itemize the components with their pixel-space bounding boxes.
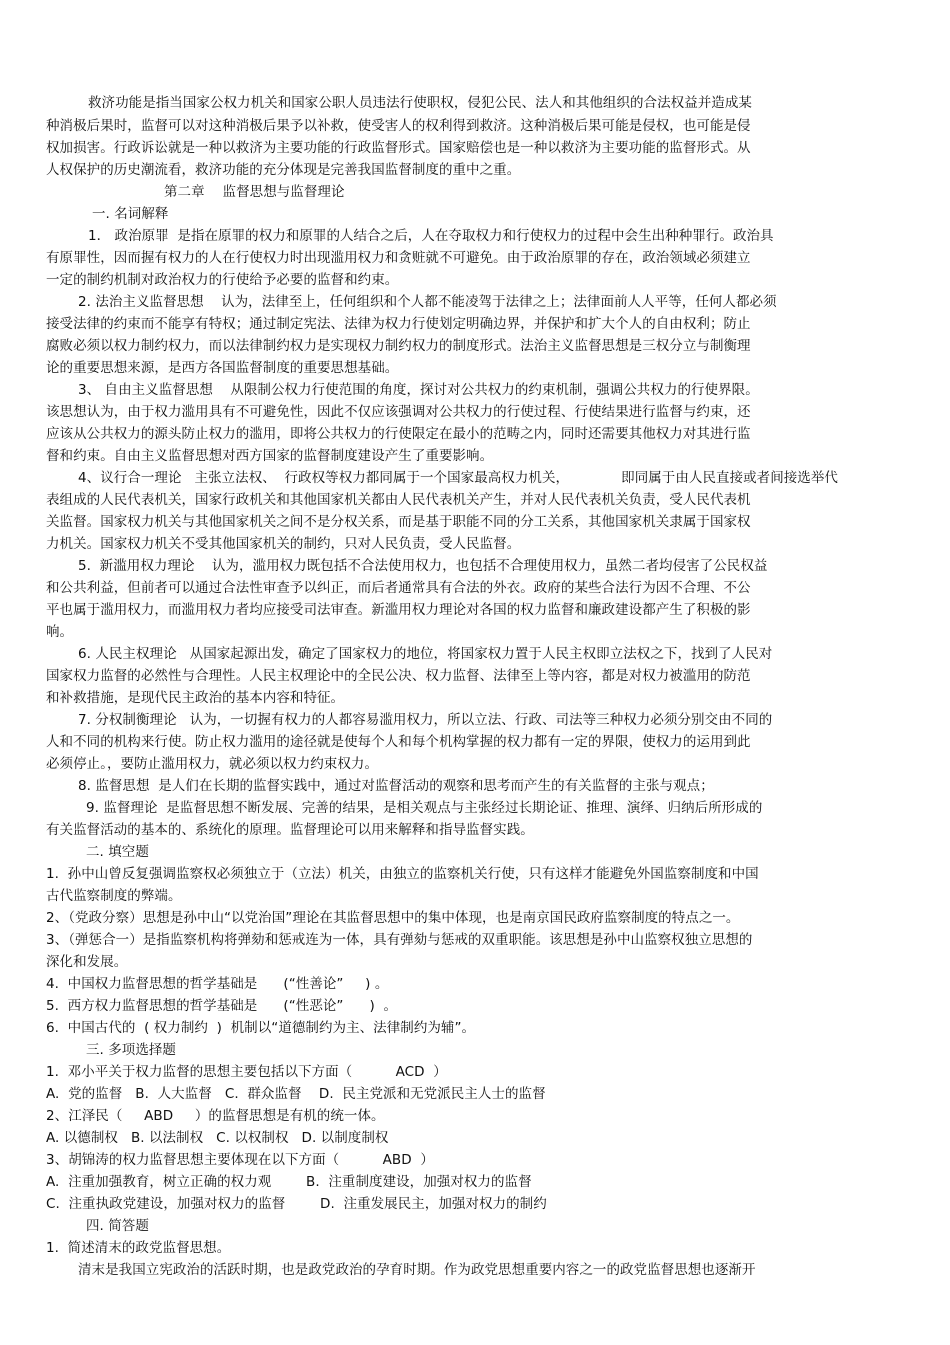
text-line: 论的重要思想来源，是西方各国监督制度的重要思想基础。 xyxy=(46,360,399,376)
text-line: 1. 简述清末的政党监督思想。 xyxy=(46,1240,231,1256)
text-line: 该思想认为，由于权力滥用具有不可避免性，因此不仅应该强调对公共权力的行使过程、行使结果进行监督与约束，还 xyxy=(46,404,751,420)
text-line: 二. 填空题 xyxy=(86,844,149,860)
text-line: 4. 中国权力监督思想的哲学基础是 (“性善论” ) 。 xyxy=(46,976,389,992)
text-line: 接受法律的约束而不能享有特权；通过制定宪法、法律为权力行使划定明确边界，并保护和扩大个人的自由权利；防止 xyxy=(46,316,751,332)
text-line: 一. 名词解释 xyxy=(92,206,169,222)
text-line: 8. 监督思想 是人们在长期的监督实践中，通过对监督活动的观察和思考而产生的有关监督的主张与观点； xyxy=(78,778,714,794)
text-line: 7. 分权制衡理论 认为，一切握有权力的人都容易滥用权力，所以立法、行政、司法等三种权力必须分别交由不同的 xyxy=(78,712,773,728)
text-line: 1. 邓小平关于权力监督的思想主要包括以下方面（ ACD ） xyxy=(46,1064,447,1080)
text-line: 3、（弹惩合一）是指监察机构将弹劾和惩戒连为一体，具有弹劾与惩戒的双重职能。该思想是孙中山监察权独立思想的 xyxy=(46,932,753,948)
text-line: 1． 政治原罪 是指在原罪的权力和原罪的人结合之后，人在夺取权力和行使权力的过程中会生出种种罪行。政治具 xyxy=(88,228,774,244)
text-line: 2、江泽民（ ABD ）的监督思想是有机的统一体。 xyxy=(46,1108,385,1124)
text-line: 4、议行合一理论 主张立法权、 行政权等权力都同属于一个国家最高权力机关， 即同属于由人民直接或者间接选举代 xyxy=(78,470,838,486)
text-line: 深化和发展。 xyxy=(46,954,128,970)
text-line: 2. 法治主义监督思想 认为，法律至上，任何组织和个人都不能凌驾于法律之上；法律面前人人平等，任何人都必须 xyxy=(78,294,777,310)
text-line: A. 以德制权 B. 以法制权 C. 以权制权 D. 以制度制权 xyxy=(46,1130,389,1146)
text-line: 5. 新滥用权力理论 认为，滥用权力既包括不合法使用权力，也包括不合理使用权力，虽然二者均侵害了公民权益 xyxy=(78,558,768,574)
text-line: 9. 监督理论 是监督思想不断发展、完善的结果，是相关观点与主张经过长期论证、推理、演绎、归纳后所形成的 xyxy=(86,800,763,816)
text-line: 2、（党政分察）思想是孙中山“以党治国”理论在其监督思想中的集中体现，也是南京国民政府监察制度的特点之一。 xyxy=(46,910,740,926)
text-line: 6. 中国古代的 ( 权力制约 ) 机制以“道德制约为主、法律制约为辅”。 xyxy=(46,1020,476,1036)
text-line: 人权保护的历史潮流看，救济功能的充分体现是完善我国监督制度的重中之重。 xyxy=(46,162,521,178)
text-line: 一定的制约机制对政治权力的行使给予必要的监督和约束。 xyxy=(46,272,399,288)
text-line: 力机关。国家权力机关不受其他国家机关的制约，只对人民负责，受人民监督。 xyxy=(46,536,521,552)
text-line: A. 注重加强教育，树立正确的权力观 B. 注重制度建设，加强对权力的监督 xyxy=(46,1174,532,1190)
text-line: 表组成的人民代表机关，国家行政机关和其他国家机关都由人民代表机关产生，并对人民代表机关负责，受人民代表机 xyxy=(46,492,751,508)
text-line: 三. 多项选择题 xyxy=(86,1042,176,1058)
text-line: 权加损害。行政诉讼就是一种以救济为主要功能的行政监督形式。国家赔偿也是一种以救济为主要功能的监督形式。从 xyxy=(46,140,751,156)
text-line: 5. 西方权力监督思想的哲学基础是 (“性恶论” ) 。 xyxy=(46,998,398,1014)
text-line: 1. 孙中山曾反复强调监察权必须独立于（立法）机关，由独立的监察机关行使，只有这样才能避免外国监察制度和中国 xyxy=(46,866,759,882)
text-line: 人和不同的机构来行使。防止权力滥用的途径就是使每个人和每个机构掌握的权力都有一定的界限，使权力的运用到此 xyxy=(46,734,751,750)
text-line: 救济功能是指当国家公权力机关和国家公职人员违法行使职权，侵犯公民、法人和其他组织的合法权益并造成某 xyxy=(88,95,752,111)
text-line: A. 党的监督 B. 人大监督 C. 群众监督 D. 民主党派和无党派民主人士的监督 xyxy=(46,1086,546,1102)
text-line: 应该从公共权力的源头防止权力的滥用，即将公共权力的行使限定在最小的范畴之内，同时还需要其他权力对其进行监 xyxy=(46,426,751,442)
text-line: 6. 人民主权理论 从国家起源出发，确定了国家权力的地位，将国家权力置于人民主权即立法权之下，找到了人民对 xyxy=(78,646,773,662)
text-line: 关监督。国家权力机关与其他国家机关之间不是分权关系，而是基于职能不同的分工关系，其他国家机关隶属于国家权 xyxy=(46,514,751,530)
text-line: 响。 xyxy=(46,624,74,640)
text-line: 必须停止。，要防止滥用权力，就必须以权力约束权力。 xyxy=(46,756,378,772)
text-line: 3、胡锦涛的权力监督思想主要体现在以下方面（ ABD ） xyxy=(46,1152,434,1168)
text-line: 腐败必须以权力制约权力，而以法律制约权力是实现权力制约权力的制度形式。法治主义监督思想是三权分立与制衡理 xyxy=(46,338,751,354)
text-line: 四. 简答题 xyxy=(86,1218,149,1234)
text-line: 有原罪性，因而握有权力的人在行使权力时出现滥用权力和贪赃就不可避免。由于政治原罪的存在，政治领域必须建立 xyxy=(46,250,751,266)
text-line: 督和约束。自由主义监督思想对西方国家的监督制度建设产生了重要影响。 xyxy=(46,448,494,464)
text-line: 种消极后果时，监督可以对这种消极后果予以补救，使受害人的权利得到救济。这种消极后果可能是侵权，也可能是侵 xyxy=(46,118,751,134)
text-line: 有关监督活动的基本的、系统化的原理。监督理论可以用来解释和指导监督实践。 xyxy=(46,822,534,838)
text-line: 第二章 监督思想与监督理论 xyxy=(164,184,345,200)
text-line: 国家权力监督的必然性与合理性。人民主权理论中的全民公决、权力监督、法律至上等内容，都是对权力被滥用的防范 xyxy=(46,668,751,684)
text-line: 3、 自由主义监督思想 从限制公权力行使范围的角度，探讨对公共权力的约束机制，强调公共权力的行使界限。 xyxy=(78,382,759,398)
text-line: C. 注重执政党建设，加强对权力的监督 D. 注重发展民主，加强对权力的制约 xyxy=(46,1196,547,1212)
text-line: 清末是我国立宪政治的活跃时期，也是政党政治的孕育时期。作为政党思想重要内容之一的政党监督思想也逐渐开 xyxy=(78,1262,756,1278)
text-line: 古代监察制度的弊端。 xyxy=(46,888,182,904)
text-line: 和补救措施，是现代民主政治的基本内容和特征。 xyxy=(46,690,345,706)
text-line: 平也属于滥用权力，而滥用权力者均应接受司法审查。新滥用权力理论对各国的权力监督和廉政建设都产生了积极的影 xyxy=(46,602,751,618)
text-line: 和公共利益，但前者可以通过合法性审查予以纠正，而后者通常具有合法的外衣。政府的某些合法行为因不合理、不公 xyxy=(46,580,751,596)
